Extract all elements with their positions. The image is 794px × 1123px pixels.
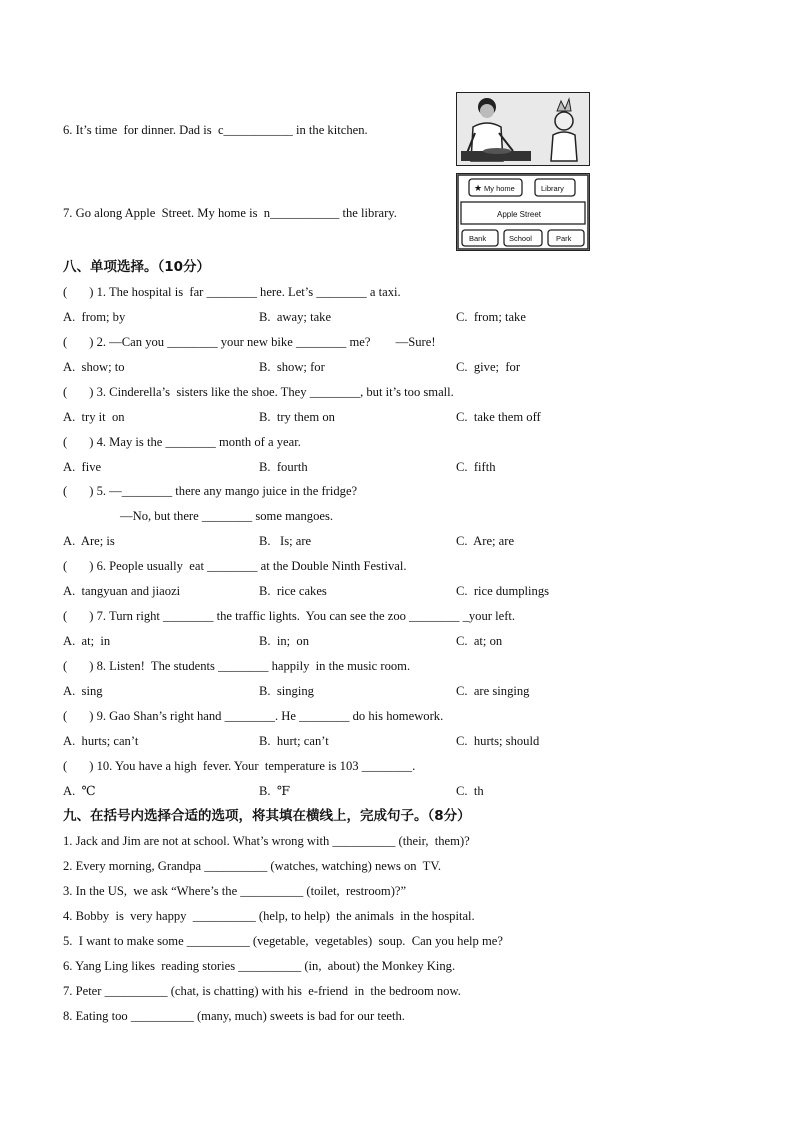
mc-option-10a: A. ℃ xyxy=(63,784,96,798)
mc-option-10c: C. th xyxy=(456,784,484,798)
fill-item-1: 1. Jack and Jim are not at school. What’s wrong with __________ (their, them)? xyxy=(63,834,470,848)
star-icon: ★ xyxy=(474,183,483,193)
map-label-apple-street: Apple Street xyxy=(497,210,542,219)
mc-option-7a: A. at; in xyxy=(63,634,111,648)
mc-option-5a: A. Are; is xyxy=(63,534,115,548)
map-label-my-home: My home xyxy=(484,184,515,193)
mc-option-10b: B. ℉ xyxy=(259,784,291,798)
map-label-library: Library xyxy=(541,184,564,193)
fill-item-6: 6. Yang Ling likes reading stories __________ (in, about) the Monkey King. xyxy=(63,959,456,973)
fill-item-8: 8. Eating too __________ (many, much) sweets is bad for our teeth. xyxy=(63,1009,405,1023)
street-map-illustration xyxy=(457,174,589,250)
question-7-6: 6. It’s time for dinner. Dad is c___________ in the kitchen. xyxy=(63,123,368,137)
mc-option-3c: C. take them off xyxy=(456,410,541,424)
mc-option-6a: A. tangyuan and jiaozi xyxy=(63,584,181,598)
fill-item-3: 3. In the US, we ask “Where’s the __________ (toilet, restroom)?” xyxy=(63,884,407,898)
mc-option-4a: A. five xyxy=(63,460,102,474)
mc-option-7b: B. in; on xyxy=(259,634,310,648)
mc-option-4b: B. fourth xyxy=(259,460,308,474)
mc-question-7: ( ) 7. Turn right ________ the traffic lights. You can see the zoo ________ _your left. xyxy=(63,609,516,623)
cooking-illustration xyxy=(457,93,589,165)
mc-option-2a: A. show; to xyxy=(63,360,125,374)
fill-item-4: 4. Bobby is very happy __________ (help, to help) the animals in the hospital. xyxy=(63,909,475,923)
mc-option-1c: C. from; take xyxy=(456,310,526,324)
mc-question-9: ( ) 9. Gao Shan’s right hand ________. He ________ do his homework. xyxy=(63,709,444,723)
mc-option-9c: C. hurts; should xyxy=(456,734,540,748)
fill-item-5: 5. I want to make some __________ (vegetable, vegetables) soup. Can you help me? xyxy=(63,934,503,948)
section-9-title: 九、在括号内选择合适的选项，将其填在横线上，完成句子。（8分） xyxy=(63,808,471,824)
mc-option-5c: C. Are; are xyxy=(456,534,515,548)
mc-question-2: ( ) 2. —Can you ________ your new bike ________ me? —Sure! xyxy=(63,335,436,349)
mc-option-3a: A. try it on xyxy=(63,410,125,424)
mc-option-2c: C. give; for xyxy=(456,360,521,374)
mc-question-3: ( ) 3. Cinderella’s sisters like the shoe. They ________, but it’s too small. xyxy=(63,385,454,399)
mc-question-1: ( ) 1. The hospital is far ________ here. Let’s ________ a taxi. xyxy=(63,285,401,299)
map-label-bank: Bank xyxy=(469,234,487,243)
mc-option-6b: B. rice cakes xyxy=(259,584,327,598)
street-map-picture xyxy=(456,173,590,251)
mc-option-1a: A. from; by xyxy=(63,310,126,324)
mc-option-8c: C. are singing xyxy=(456,684,530,698)
mc-option-4c: C. fifth xyxy=(456,460,496,474)
mc-option-5b: B. Is; are xyxy=(259,534,312,548)
cooking-picture xyxy=(456,92,590,166)
map-label-school: School xyxy=(509,234,532,243)
mc-option-1b: B. away; take xyxy=(259,310,332,324)
mc-question-8: ( ) 8. Listen! The students ________ happily in the music room. xyxy=(63,659,411,673)
mc-option-2b: B. show; for xyxy=(259,360,325,374)
section-8-title: 八、单项选择。（10分） xyxy=(63,259,211,275)
map-label-park: Park xyxy=(556,234,572,243)
mc-question-5-reply: —No, but there ________ some mangoes. xyxy=(120,509,334,523)
mc-option-8a: A. sing xyxy=(63,684,103,698)
mc-option-8b: B. singing xyxy=(259,684,314,698)
mc-question-6: ( ) 6. People usually eat ________ at the Double Ninth Festival. xyxy=(63,559,407,573)
mc-option-3b: B. try them on xyxy=(259,410,335,424)
mc-option-7c: C. at; on xyxy=(456,634,503,648)
question-7-7: 7. Go along Apple Street. My home is n___________ the library. xyxy=(63,206,397,220)
mc-option-9b: B. hurt; can’t xyxy=(259,734,329,748)
mc-question-10: ( ) 10. You have a high fever. Your temperature is 103 ________. xyxy=(63,759,416,773)
mc-question-4: ( ) 4. May is the ________ month of a year. xyxy=(63,435,301,449)
fill-item-7: 7. Peter __________ (chat, is chatting) with his e-friend in the bedroom now. xyxy=(63,984,461,998)
mc-option-6c: C. rice dumplings xyxy=(456,584,550,598)
mc-question-5: ( ) 5. —________ there any mango juice in the fridge? xyxy=(63,484,358,498)
fill-item-2: 2. Every morning, Grandpa __________ (watches, watching) news on TV. xyxy=(63,859,441,873)
mc-option-9a: A. hurts; can’t xyxy=(63,734,139,748)
